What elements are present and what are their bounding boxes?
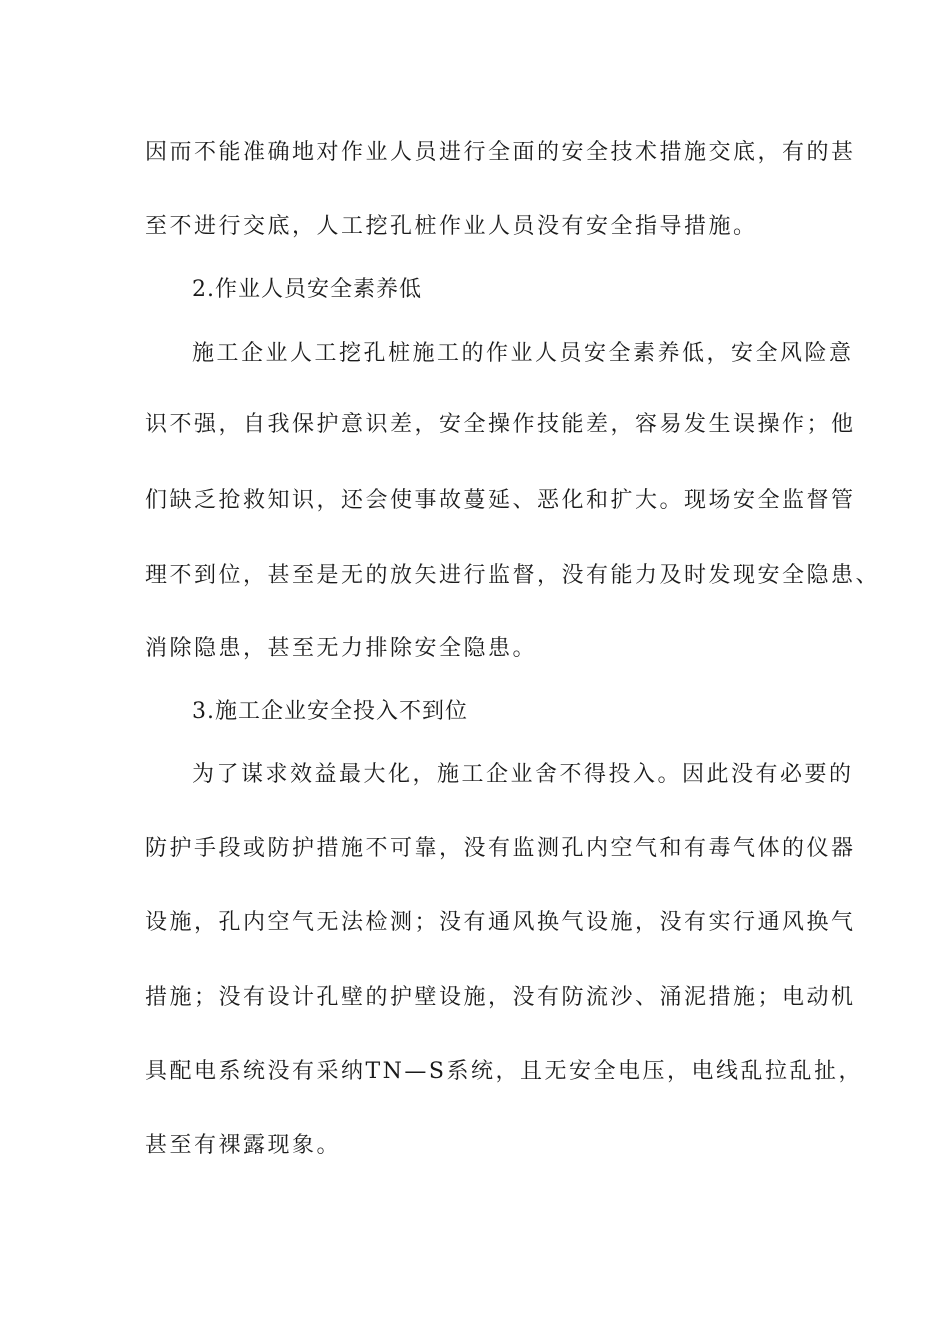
paragraph-line: 识不强，自我保护意识差，安全操作技能差，容易发生误操作；他 [145,412,856,437]
paragraph-line: 为了谋求效益最大化，施工企业舍不得投入。因此没有必要的 [192,762,854,787]
paragraph-line: 们缺乏抢救知识，还会使事故蔓延、恶化和扩大。现场安全监督管 [145,488,856,513]
section-heading: 2.作业人员安全素养低 [192,277,422,302]
paragraph-line: 甚至有裸露现象。 [145,1133,342,1158]
paragraph-line: 理不到位，甚至是无的放矢进行监督，没有能力及时发现安全隐患、 [145,563,881,588]
section-heading: 3.施工企业安全投入不到位 [192,699,468,724]
paragraph-line: 防护手段或防护措施不可靠，没有监测孔内空气和有毒气体的仪器 [145,836,856,861]
paragraph-line: 消除隐患，甚至无力排除安全隐患。 [145,636,538,661]
paragraph-line: 措施；没有设计孔壁的护壁设施，没有防流沙、涌泥措施；电动机 [145,985,856,1010]
paragraph-line: 施工企业人工挖孔桩施工的作业人员安全素养低，安全风险意 [192,341,854,366]
paragraph-line: 至不进行交底，人工挖孔桩作业人员没有安全指导措施。 [145,214,758,239]
paragraph-line: 设施，孔内空气无法检测；没有通风换气设施，没有实行通风换气 [145,910,856,935]
paragraph-line: 具配电系统没有采纳TN—S系统，且无安全电压，电线乱拉乱扯， [145,1059,863,1084]
paragraph-line: 因而不能准确地对作业人员进行全面的安全技术措施交底，有的甚 [145,140,856,165]
